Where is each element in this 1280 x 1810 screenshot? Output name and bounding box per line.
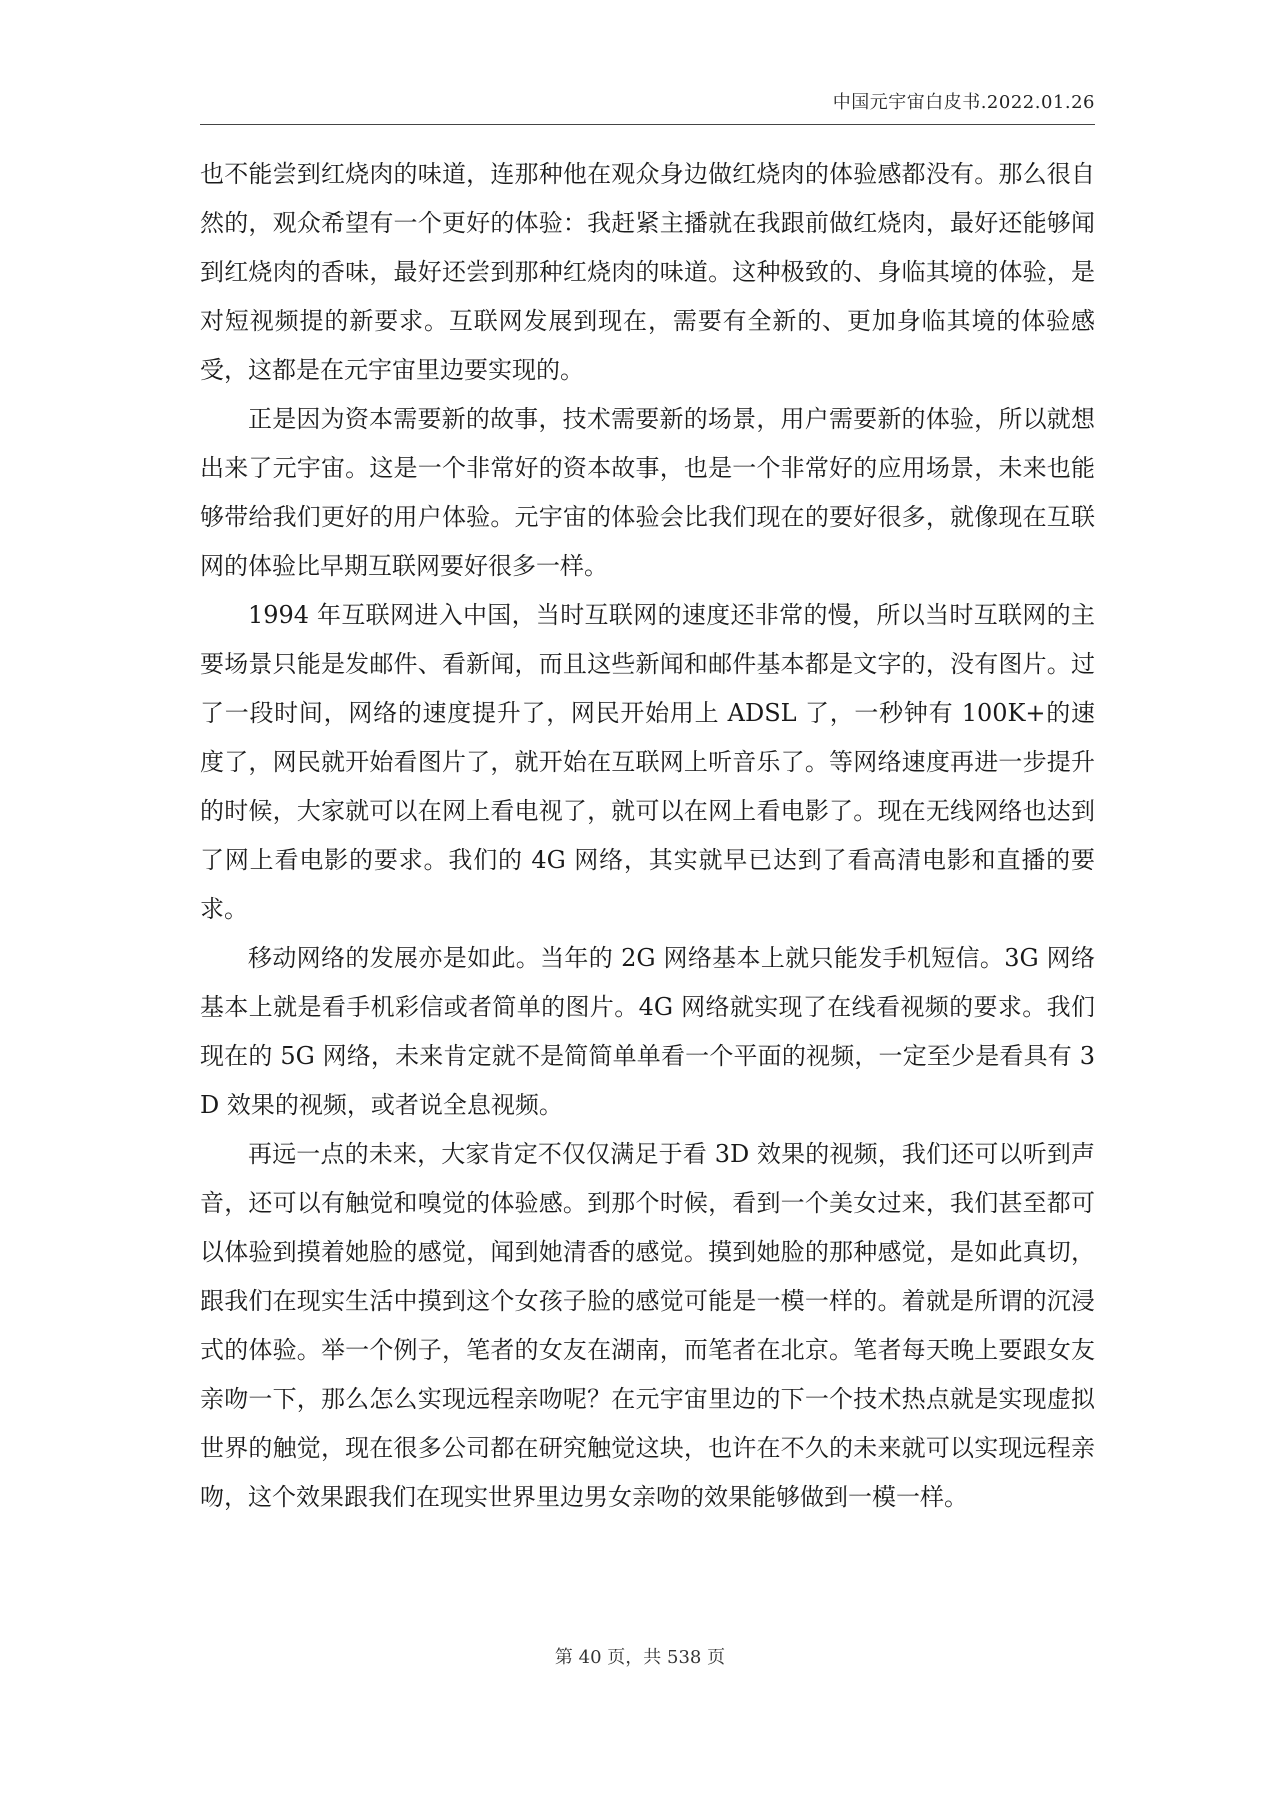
paragraph-continued: 也不能尝到红烧肉的味道，连那种他在观众身边做红烧肉的体验感都没有。那么很自然的，观众希望有一个更好的体验：我赶紧主播就在我跟前做红烧肉，最好还能够闻到红烧肉的香味，最好还尝到那种红烧肉的味道。这种极致的、身临其境的体验，是对短视频提的新要求。互联网发展到现在，需要有全新的、更加身临其境的体验感受，这都是在元宇宙里边要实现的。	[200, 160, 1095, 384]
paragraph: 再远一点的未来，大家肯定不仅仅满足于看 3D 效果的视频，我们还可以听到声音，还可以有触觉和嗅觉的体验感。到那个时候，看到一个美女过来，我们甚至都可以体验到摸着她脸的感觉，闻到她清香的感觉。摸到她脸的那种感觉，是如此真切，跟我们在现实生活中摸到这个女孩子脸的感觉可能是一模一样的。着就是所谓的沉浸式的体验。举一个例子，笔者的女友在湖南，而笔者在北京。笔者每天晚上要跟女友亲吻一下，那么怎么实现远程亲吻呢？在元宇宙里边的下一个技术热点就是实现虚拟世界的触觉，现在很多公司都在研究触觉这块，也许在不久的未来就可以实现远程亲吻，这个效果跟我们在现实世界里边男女亲吻的效果能够做到一模一样。	[200, 1140, 1095, 1511]
paragraph: 移动网络的发展亦是如此。当年的 2G 网络基本上就只能发手机短信。3G 网络基本上就是看手机彩信或者简单的图片。4G 网络就实现了在线看视频的要求。我们现在的 5G 网络，未来肯定就不是简简单单看一个平面的视频，一定至少是看具有 3D 效果的视频，或者说全息视频。	[200, 944, 1095, 1119]
header-rule	[200, 124, 1095, 125]
paragraph: 正是因为资本需要新的故事，技术需要新的场景，用户需要新的体验，所以就想出来了元宇宙。这是一个非常好的资本故事，也是一个非常好的应用场景，未来也能够带给我们更好的用户体验。元宇宙的体验会比我们现在的要好很多，就像现在互联网的体验比早期互联网要好很多一样。	[200, 405, 1095, 580]
document-body	[200, 150, 1095, 1522]
running-header: 中国元宇宙白皮书.2022.01.26	[832, 92, 1095, 113]
paragraph: 1994 年互联网进入中国，当时互联网的速度还非常的慢，所以当时互联网的主要场景只能是发邮件、看新闻，而且这些新闻和邮件基本都是文字的，没有图片。过了一段时间，网络的速度提升了，网民开始用上 ADSL 了，一秒钟有 100K+的速度了，网民就开始看图片了，就开始在互联网上听音乐了。等网络速度再进一步提升的时候，大家就可以在网上看电视了，就可以在网上看电影了。现在无线网络也达到了网上看电影的要求。我们的 4G 网络，其实就早已达到了看高清电影和直播的要求。	[200, 601, 1095, 923]
page-number: 第 40 页，共 538 页	[554, 1647, 726, 1668]
